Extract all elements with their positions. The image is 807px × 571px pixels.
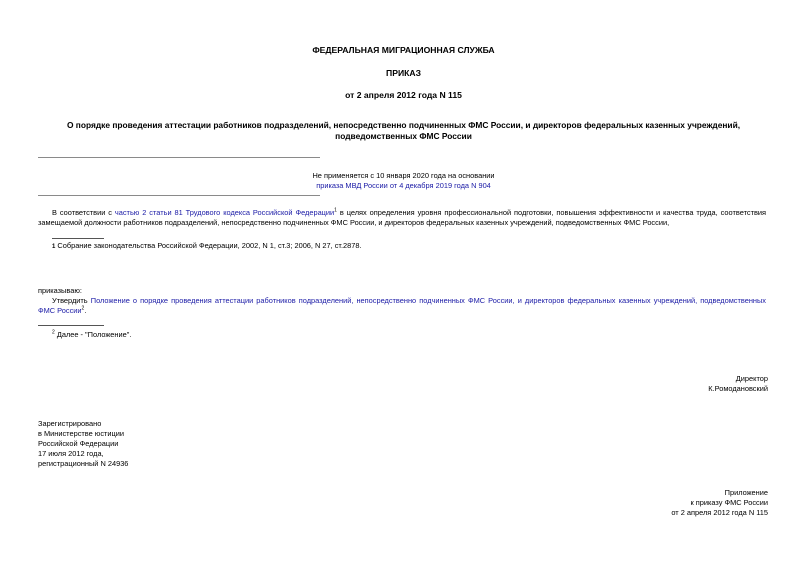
registration-line-3: Российской Федерации [38,438,119,448]
p1-pre: В соответствии с [52,208,115,217]
signature-position: Директор [735,374,768,383]
signature-block [560,374,768,394]
divider-top [38,157,320,158]
doc-date: от 2 апреля 2012 года N 115 [345,90,462,100]
regulation-link[interactable]: Положение о порядке проведения аттестации работников подразделений, непосредственно подчиненных ФМС России, и директоров федеральных казенных учреждений, подведомственных ФМС России [38,296,766,315]
footnote-ref-1[interactable]: 1 [334,207,337,214]
p2-post: . [84,305,87,315]
p2-pre: Утвердить [52,296,91,305]
appendix-line-2: к приказу ФМС России [690,497,768,507]
appendix-block [560,488,768,518]
footnote-ref-2[interactable]: 2 [81,305,85,312]
appendix-line-1: Приложение [724,488,768,497]
signature-name: К.Ромодановский [708,383,768,393]
registration-line-1: Зарегистрировано [38,419,102,428]
agency-name: ФЕДЕРАЛЬНАЯ МИГРАЦИОННАЯ СЛУЖБА [312,45,495,55]
status-link[interactable]: приказа МВД России от 4 декабря 2019 года N 904 [316,181,491,190]
labor-code-link[interactable]: частью 2 статьи 81 Трудового кодекса Российской Федерации [114,208,335,217]
p1-post: в целях определения уровня профессиональной подготовки, повышения эффективности и качества труда, соответствия замещаемой должности работников подразделений, непосредственно подчиненных ФМС России, и директоров федеральных казенных учреждений, подведомственных ФМС России, [38,208,767,227]
appendix-line-3: от 2 апреля 2012 года N 115 [671,507,768,517]
registration-line-2: в Министерстве юстиции [38,428,125,438]
status-link-row [0,181,807,191]
doc-title [30,120,777,143]
footnote-2-mark: 2 [52,329,55,336]
status-text: Не применяется с 10 января 2020 года на основании [312,171,495,180]
doc-type: ПРИКАЗ [386,68,421,78]
order-word: приказываю: [38,286,82,295]
footnote-1-text: Собрание законодательства Российской Федерации, 2002, N 1, ст.3; 2006, N 27, ст.2878. [57,241,362,250]
footnote-divider-2 [38,325,104,326]
registration-line-4: 17 июля 2012 года, [38,448,104,458]
footnote-divider-1 [52,238,104,239]
paragraph-2 [38,296,766,316]
footnote-2 [52,330,752,340]
doc-title-line-2: подведомственных ФМС России [335,131,472,142]
footnote-1 [52,241,752,251]
registration-line-5: регистрационный N 24936 [38,458,129,468]
doc-title-line-1: О порядке проведения аттестации работников подразделений, непосредственно подчиненных ФМС России, и директоров федеральных казенных учреждений, [66,120,741,130]
footnote-1-mark: 1 [52,244,56,250]
registration-block [38,419,238,469]
divider-bottom [38,195,320,196]
footnote-2-text: Далее - "Положение". [56,330,132,339]
paragraph-1 [38,208,766,228]
